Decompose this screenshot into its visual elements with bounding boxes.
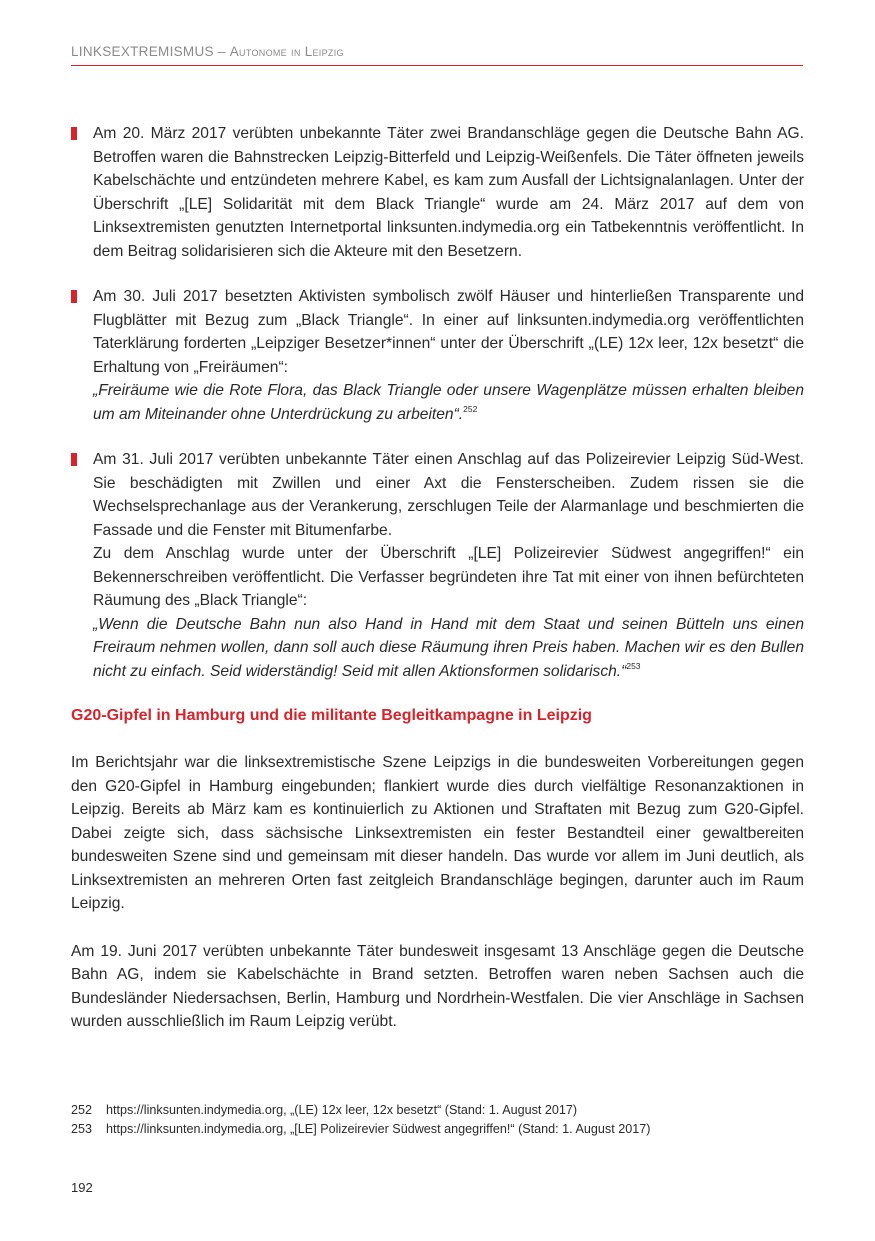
page-number: 192 (71, 1180, 93, 1195)
bullet-item (71, 285, 804, 426)
footnote-ref[interactable]: 253 (626, 660, 641, 671)
bullet-quote (93, 379, 804, 426)
bullet-paragraph: Zu dem Anschlag wurde unter der Überschrift „[LE] Polizeirevier Südwest angegriffen!“ ein Bekennerschreiben veröffentlicht. Die Verfasser begründeten ihre Tat mit einer von ihnen befürchteten Räumung des „Black Triangle“: (93, 545, 804, 609)
body-paragraph: Im Berichtsjahr war die linksextremistische Szene Leipzigs in die bundesweiten Vorbereitungen gegen den G20-Gipfel in Hamburg eingebunden; flankiert wurde dies durch vielfältige Resonanzaktionen in Leipzig. Bereits ab März kam es kontinuierlich zu Aktionen und Straftaten mit Bezug zum G20-Gipfel. Dabei zeigte sich, dass sächsische Linksextremisten ein fester Bestandteil einer gewaltbereiten bundesweiten Szene sind und gemeinsam mit dieser handeln. Das wurde vor allem im Juni deutlich, als Linksextremisten an mehreren Orten fast zeitgleich Brandanschläge begingen, darunter auch im Raum Leipzig. (71, 754, 804, 912)
header-rule (71, 65, 803, 66)
footnote (71, 1101, 804, 1120)
bullet-quote (93, 613, 804, 684)
bullet-marker-icon (71, 290, 77, 303)
quote-text: „Wenn die Deutsche Bahn nun also Hand in Hand mit dem Staat und seinen Bütteln uns einen Freiraum nehmen wollen, dann soll auch diese Räumung ihren Preis haben. Machen wir es den Bullen nicht zu einfach. Seid widerständig! Seid mit allen Aktionsformen solidarisch.“ (93, 615, 804, 680)
section-heading: G20-Gipfel in Hamburg und die militante Begleitkampagne in Leipzig (71, 707, 592, 724)
running-header (71, 44, 803, 59)
footnote-text: https://linksunten.indymedia.org, „[LE] Polizeirevier Südwest angegriffen!“ (Stand: 1. August 2017) (106, 1122, 651, 1136)
footnote-number: 252 (71, 1103, 93, 1117)
bullet-paragraph: Am 20. März 2017 verübten unbekannte Täter zwei Brandanschläge gegen die Deutsche Bahn AG. Betroffen waren die Bahnstrecken Leipzig-Bitterfeld und Leipzig-Weißenfels. Die Täter öffneten jeweils Kabelschächte und entzündeten mehrere Kabel, es kam zum Ausfall der Lichtsignalanlagen. Unter der Überschrift „[LE] Solidarität mit dem Black Triangle“ wurde am 24. März 2017 auf dem von Linksextremisten genutzten Internetportal linksunten.indymedia.org ein Tatbekenntnis veröffentlicht. In dem Beitrag solidarisieren sich die Akteure mit den Besetzern. (93, 125, 804, 260)
bullet-marker-icon (71, 127, 77, 140)
footnote-number: 253 (71, 1122, 93, 1136)
bullet-marker-icon (71, 453, 77, 466)
bullet-paragraph: Am 30. Juli 2017 besetzten Aktivisten symbolisch zwölf Häuser und hinterließen Transparente und Flugblätter mit Bezug zum „Black Triangle“. In einer auf linksunten.indymedia.org veröffentlichten Taterklärung forderten „Leipziger Besetzer*innen“ unter der Überschrift „(LE) 12x leer, 12x besetzt“ die Erhaltung von „Freiräumen“: (93, 288, 804, 376)
footnote-ref[interactable]: 252 (463, 403, 478, 414)
footnote (71, 1120, 804, 1139)
footnote-text: https://linksunten.indymedia.org, „(LE) 12x leer, 12x besetzt“ (Stand: 1. August 2017) (106, 1103, 578, 1117)
bullet-item (71, 448, 804, 683)
body-paragraph: Am 19. Juni 2017 verübten unbekannte Täter bundesweit insgesamt 13 Anschläge gegen die Deutsche Bahn AG, indem sie Kabelschächte in Brand setzten. Betroffen waren neben Sachsen auch die Bundesländer Niedersachsen, Berlin, Hamburg und Nordrhein-Westfalen. Die vier Anschläge in Sachsen wurden ausschließlich im Raum Leipzig verübt. (71, 942, 804, 1030)
main-content (71, 122, 804, 1058)
header-subtitle: Autonome in Leipzig (229, 44, 344, 59)
quote-text: „Freiräume wie die Rote Flora, das Black Triangle oder unsere Wagenplätze müssen erhalten bleiben um am Miteinander ohne Unterdrückung zu arbeiten“. (93, 382, 804, 423)
footnotes (71, 1101, 804, 1139)
header-separator: – (213, 44, 230, 59)
bullet-paragraph: Am 31. Juli 2017 verübten unbekannte Täter einen Anschlag auf das Polizeirevier Leipzig Süd-West. Sie beschädigten mit Zwillen und einer Axt die Fensterscheiben. Zudem rissen sie die Wechselsprechanlage aus der Verankerung, zerschlugen Teile der Alarmanlage und beschmierten die Fassade und die Fenster mit Bitumenfarbe. (93, 451, 804, 539)
bullet-item (71, 122, 804, 263)
header-title: LINKSEXTREMISMUS (71, 44, 214, 59)
